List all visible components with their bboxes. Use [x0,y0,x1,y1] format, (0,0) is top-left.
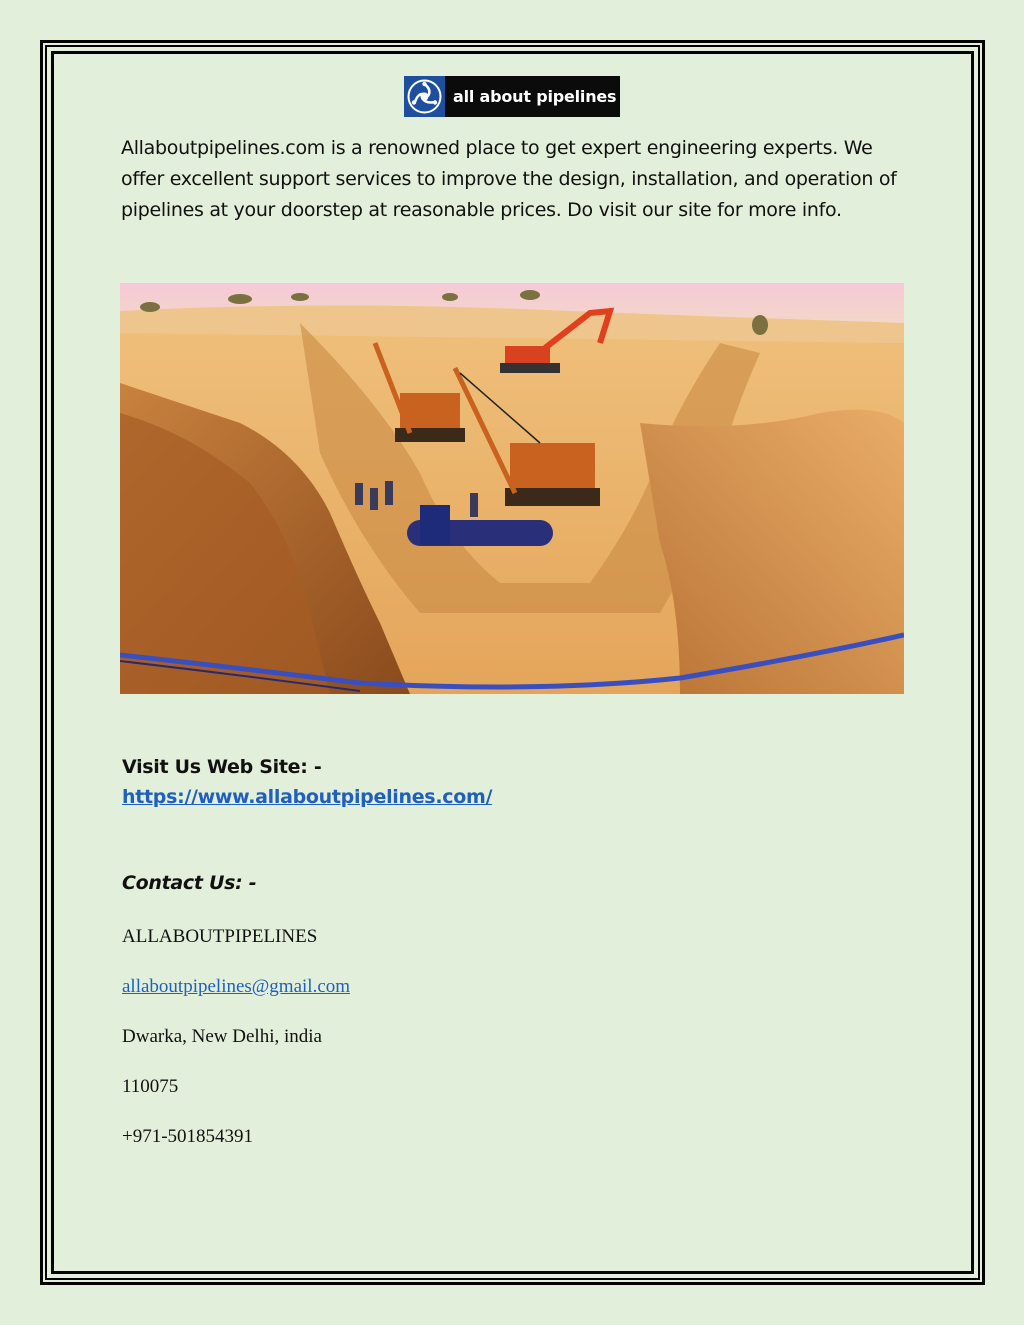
contact-phone: +971-501854391 [122,1126,254,1147]
contact-address: Dwarka, New Delhi, india [122,1026,322,1047]
pipeline-logo-icon [404,76,445,117]
brand-logo [404,76,620,117]
contact-label: Contact Us: - [122,872,257,894]
contact-postal-code: 110075 [122,1076,179,1097]
website-label: Visit Us Web Site: - [122,756,322,778]
website-link[interactable]: https://www.allaboutpipelines.com/ [122,786,493,808]
contact-email-line [122,976,350,998]
intro-paragraph: Allaboutpipelines.com is a renowned place to get expert engineering experts. We offer excellent support services to improve the design, installation, and operation of pipelines at your doorstep at reasonable prices. Do visit our site for more info. [121,137,897,221]
logo-text: all about pipelines [453,87,617,106]
contact-email-link[interactable]: allaboutpipelines@gmail.com [122,976,351,997]
contact-company: ALLABOUTPIPELINES [122,926,318,947]
pipeline-construction-photo [120,283,904,694]
